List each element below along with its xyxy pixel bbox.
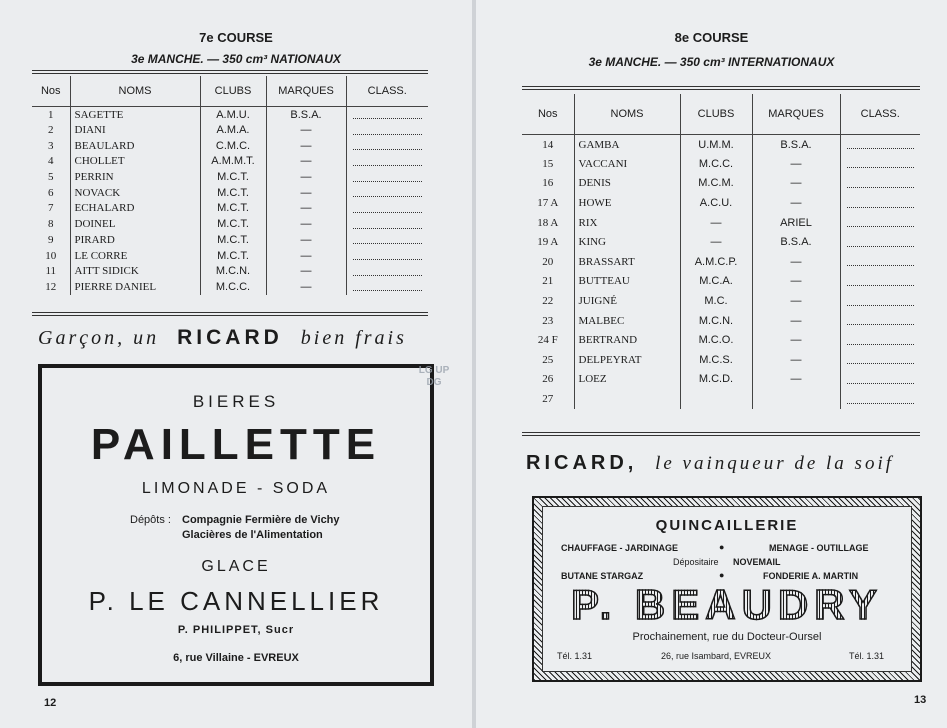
rider-marque: — — [266, 232, 346, 248]
row-number: 21 — [522, 272, 574, 292]
dotted-line — [847, 277, 915, 286]
rider-name: KING — [574, 232, 680, 252]
rider-name: CHOLLET — [70, 154, 200, 170]
rider-marque: ARIEL — [752, 213, 840, 233]
ad-row1-left: CHAUFFAGE - JARDINAGE — [561, 543, 679, 553]
row-number: 4 — [32, 154, 70, 170]
rider-name: RIX — [574, 213, 680, 233]
class-blank — [840, 311, 920, 331]
dotted-line — [847, 257, 915, 266]
class-blank — [346, 107, 428, 123]
rider-club: M.C.S. — [680, 350, 752, 370]
rider-marque: — — [266, 248, 346, 264]
table-row — [32, 263, 428, 279]
ad-tel-left: Tél. 1.31 — [557, 651, 593, 661]
row-number: 3 — [32, 138, 70, 154]
entries-table — [522, 94, 920, 409]
class-blank — [346, 232, 428, 248]
slogan-pre: Garçon, un — [38, 327, 160, 349]
table-bottom-rule — [32, 312, 428, 316]
right-page — [476, 0, 947, 728]
bullet-icon: ● — [719, 570, 725, 580]
rider-name: LOEZ — [574, 370, 680, 390]
rider-name: BRASSART — [574, 252, 680, 272]
rider-name: PERRIN — [70, 169, 200, 185]
beaudry-ad-inner — [542, 506, 912, 672]
row-number: 26 — [522, 370, 574, 390]
rider-name: BUTTEAU — [574, 272, 680, 292]
ad-bieres: BIERES — [192, 392, 280, 411]
class-blank — [840, 193, 920, 213]
rider-name: NOVACK — [70, 185, 200, 201]
slogan-post: bien frais — [300, 327, 407, 349]
rider-marque: — — [266, 138, 346, 154]
row-number: 20 — [522, 252, 574, 272]
row-number: 24 F — [522, 330, 574, 350]
class-blank — [840, 252, 920, 272]
class-blank — [346, 263, 428, 279]
rider-club: — — [680, 213, 752, 233]
row-number: 2 — [32, 122, 70, 138]
rider-marque: B.S.A. — [266, 107, 346, 123]
header-noms: NOMS — [70, 76, 200, 107]
rider-marque: — — [266, 122, 346, 138]
table-body — [32, 107, 428, 295]
ricard-slogan — [38, 326, 407, 350]
rider-club: M.C.N. — [680, 311, 752, 331]
header-clubs: CLUBS — [200, 76, 266, 107]
rider-name: ECHALARD — [70, 201, 200, 217]
ad-limonade: LIMONADE - SODA — [141, 480, 331, 497]
header-marques: MARQUES — [266, 76, 346, 107]
table-row — [522, 193, 920, 213]
class-blank — [840, 389, 920, 409]
dotted-line — [353, 267, 423, 276]
dotted-line — [847, 140, 915, 149]
row-number: 10 — [32, 248, 70, 264]
dotted-line — [847, 297, 915, 306]
rider-name: JUIGNÉ — [574, 291, 680, 311]
table-row — [32, 107, 428, 123]
rider-marque: — — [752, 193, 840, 213]
rider-marque: — — [752, 311, 840, 331]
rider-club: M.C.C. — [680, 154, 752, 174]
rider-marque: — — [266, 279, 346, 295]
ad-beaudry-name: P. BEAUDRY — [543, 581, 911, 629]
rider-club: M.C.A. — [680, 272, 752, 292]
rider-name: VACCANI — [574, 154, 680, 174]
rider-club: M.C. — [680, 291, 752, 311]
row-number: 11 — [32, 263, 70, 279]
class-blank — [346, 122, 428, 138]
rider-marque: — — [752, 252, 840, 272]
rider-name: DELPEYRAT — [574, 350, 680, 370]
dotted-line — [847, 336, 915, 345]
rider-club: A.M.A. — [200, 122, 266, 138]
rider-name — [574, 389, 680, 409]
dotted-line — [847, 355, 915, 364]
class-blank — [840, 350, 920, 370]
ad-cannellier: P. LE CANNELLIER — [88, 586, 384, 616]
beaudry-ad — [532, 496, 922, 682]
dotted-line — [847, 375, 915, 384]
dotted-line — [847, 395, 915, 404]
ricard-slogan — [526, 452, 894, 475]
rider-name: BEAULARD — [70, 138, 200, 154]
table-row — [32, 232, 428, 248]
rider-marque: — — [752, 272, 840, 292]
dotted-line — [847, 316, 915, 325]
class-blank — [840, 272, 920, 292]
ad-paillette: PAILLETTE — [90, 420, 382, 469]
rider-marque: — — [266, 216, 346, 232]
table-row — [32, 216, 428, 232]
table-row — [522, 154, 920, 174]
manche-title: 3e MANCHE. — 350 cm³ NATIONAUX — [131, 52, 341, 66]
table-row — [522, 213, 920, 233]
rider-name: BERTRAND — [574, 330, 680, 350]
rider-marque — [752, 389, 840, 409]
rider-club: M.C.D. — [680, 370, 752, 390]
table-row — [522, 370, 920, 390]
ad-depots-label: Dépôts : — [130, 514, 171, 526]
page-number-right: 13 — [914, 694, 927, 706]
rider-marque: — — [266, 169, 346, 185]
table-bottom-rule — [522, 432, 920, 436]
header-class: CLASS. — [346, 76, 428, 107]
table-row — [32, 154, 428, 170]
dotted-line — [353, 126, 423, 135]
row-number: 6 — [32, 185, 70, 201]
header-noms: NOMS — [574, 94, 680, 135]
rider-name: PIRARD — [70, 232, 200, 248]
ad-row3-left: BUTANE STARGAZ — [561, 571, 644, 581]
ad-address1: Prochainement, rue du Docteur-Oursel — [632, 631, 822, 643]
header-num: Nos — [32, 76, 70, 107]
rider-club: M.C.T. — [200, 185, 266, 201]
dotted-line — [847, 159, 915, 168]
dotted-line — [847, 179, 915, 188]
slogan-post: le vainqueur de la soif — [655, 453, 895, 474]
ad-depots-2: Glacières de l'Alimentation — [182, 529, 323, 541]
rider-name: SAGETTE — [70, 107, 200, 123]
slogan-brand: RICARD — [177, 326, 283, 349]
course-title: 8e COURSE — [674, 30, 749, 45]
class-blank — [840, 135, 920, 155]
rider-name: PIERRE DANIEL — [70, 279, 200, 295]
table-row — [32, 201, 428, 217]
dotted-line — [353, 157, 423, 166]
row-number: 25 — [522, 350, 574, 370]
ad-depositaire-label: Dépositaire — [673, 557, 719, 567]
header-marques: MARQUES — [752, 94, 840, 135]
rider-marque: B.S.A. — [752, 232, 840, 252]
table-row — [522, 389, 920, 409]
table-row — [32, 279, 428, 295]
rider-name: DIANI — [70, 122, 200, 138]
row-number: 15 — [522, 154, 574, 174]
table-row — [32, 138, 428, 154]
row-number: 1 — [32, 107, 70, 123]
left-page — [0, 0, 472, 728]
rider-marque: — — [752, 174, 840, 194]
rider-marque: — — [266, 201, 346, 217]
rider-club: C.M.C. — [200, 138, 266, 154]
row-number: 12 — [32, 279, 70, 295]
page-number-left: 12 — [44, 697, 57, 709]
table-top-rule — [32, 70, 428, 74]
table-row — [522, 272, 920, 292]
ad-address2: 26, rue Isambard, EVREUX — [661, 651, 772, 661]
course-title: 7e COURSE — [199, 30, 273, 45]
table-row — [522, 135, 920, 155]
dotted-line — [847, 218, 915, 227]
rider-marque: — — [266, 185, 346, 201]
row-number: 8 — [32, 216, 70, 232]
rider-club: M.C.N. — [200, 263, 266, 279]
ad-address: 6, rue Villaine - EVREUX — [173, 652, 299, 664]
dotted-line — [353, 188, 423, 197]
row-number: 14 — [522, 135, 574, 155]
rider-club: M.C.T. — [200, 201, 266, 217]
table-body — [522, 135, 920, 409]
class-blank — [840, 174, 920, 194]
table-row — [522, 350, 920, 370]
table-row — [32, 248, 428, 264]
header-num: Nos — [522, 94, 574, 135]
ad-quincaillerie: QUINCAILLERIE — [655, 517, 799, 534]
table-row — [32, 169, 428, 185]
paillette-ad — [38, 364, 434, 686]
table-top-rule — [522, 86, 920, 90]
row-number: 18 A — [522, 213, 574, 233]
row-number: 17 A — [522, 193, 574, 213]
watermark-stamp: LG UP DG — [418, 365, 450, 388]
rider-name: DENIS — [574, 174, 680, 194]
rider-club: — — [680, 232, 752, 252]
rider-club: M.C.M. — [680, 174, 752, 194]
rider-club: A.M.U. — [200, 107, 266, 123]
row-number: 27 — [522, 389, 574, 409]
ad-depositaire-name: NOVEMAIL — [733, 557, 781, 567]
row-number: 9 — [32, 232, 70, 248]
rider-name: AITT SIDICK — [70, 263, 200, 279]
bullet-icon: ● — [719, 542, 725, 552]
class-blank — [840, 154, 920, 174]
row-number: 7 — [32, 201, 70, 217]
rider-marque: — — [752, 154, 840, 174]
rider-marque: — — [752, 291, 840, 311]
table-row — [522, 252, 920, 272]
rider-name: DOINEL — [70, 216, 200, 232]
manche-title: 3e MANCHE. — 350 cm³ INTERNATIONAUX — [588, 55, 835, 69]
table-row — [522, 174, 920, 194]
dotted-line — [353, 251, 423, 260]
class-blank — [346, 169, 428, 185]
rider-marque: — — [752, 370, 840, 390]
rider-club: A.M.C.P. — [680, 252, 752, 272]
rider-club: U.M.M. — [680, 135, 752, 155]
header-clubs: CLUBS — [680, 94, 752, 135]
rider-marque: — — [266, 263, 346, 279]
class-blank — [346, 216, 428, 232]
table-row — [32, 185, 428, 201]
ad-philippet: P. PHILIPPET, Sucr — [177, 624, 295, 636]
ad-depots-1: Compagnie Fermière de Vichy — [182, 514, 340, 526]
rider-club: M.C.T. — [200, 216, 266, 232]
dotted-line — [353, 141, 423, 150]
row-number: 22 — [522, 291, 574, 311]
table-row — [522, 232, 920, 252]
class-blank — [346, 154, 428, 170]
rider-marque: B.S.A. — [752, 135, 840, 155]
entries-table — [32, 76, 428, 295]
dotted-line — [353, 204, 423, 213]
rider-name: MALBEC — [574, 311, 680, 331]
rider-marque: — — [752, 350, 840, 370]
class-blank — [840, 330, 920, 350]
dotted-line — [353, 220, 423, 229]
rider-club — [680, 389, 752, 409]
ad-row1-right: MENAGE - OUTILLAGE — [769, 543, 869, 553]
table-row — [522, 291, 920, 311]
rider-club: A.M.M.T. — [200, 154, 266, 170]
rider-marque: — — [266, 154, 346, 170]
dotted-line — [353, 235, 423, 244]
rider-club: M.C.T. — [200, 232, 266, 248]
class-blank — [346, 185, 428, 201]
class-blank — [346, 138, 428, 154]
class-blank — [346, 201, 428, 217]
rider-club: M.C.T. — [200, 169, 266, 185]
ad-glace: GLACE — [201, 558, 271, 575]
dotted-line — [353, 282, 423, 291]
dotted-line — [353, 173, 423, 182]
dotted-line — [353, 110, 423, 119]
rider-marque: — — [752, 330, 840, 350]
row-number: 16 — [522, 174, 574, 194]
row-number: 19 A — [522, 232, 574, 252]
rider-name: GAMBA — [574, 135, 680, 155]
ad-tel-right: Tél. 1.31 — [849, 651, 885, 661]
class-blank — [840, 213, 920, 233]
ad-row3-right: FONDERIE A. MARTIN — [763, 571, 859, 581]
table-row — [522, 311, 920, 331]
table-row — [522, 330, 920, 350]
rider-name: HOWE — [574, 193, 680, 213]
class-blank — [346, 248, 428, 264]
table-row — [32, 122, 428, 138]
dotted-line — [847, 238, 915, 247]
rider-club: M.C.O. — [680, 330, 752, 350]
row-number: 23 — [522, 311, 574, 331]
rider-name: LE CORRE — [70, 248, 200, 264]
rider-club: M.C.C. — [200, 279, 266, 295]
header-class: CLASS. — [840, 94, 920, 135]
class-blank — [840, 291, 920, 311]
class-blank — [840, 232, 920, 252]
class-blank — [346, 279, 428, 295]
dotted-line — [847, 199, 915, 208]
slogan-brand: RICARD, — [526, 452, 638, 474]
rider-club: M.C.T. — [200, 248, 266, 264]
row-number: 5 — [32, 169, 70, 185]
class-blank — [840, 370, 920, 390]
rider-club: A.C.U. — [680, 193, 752, 213]
